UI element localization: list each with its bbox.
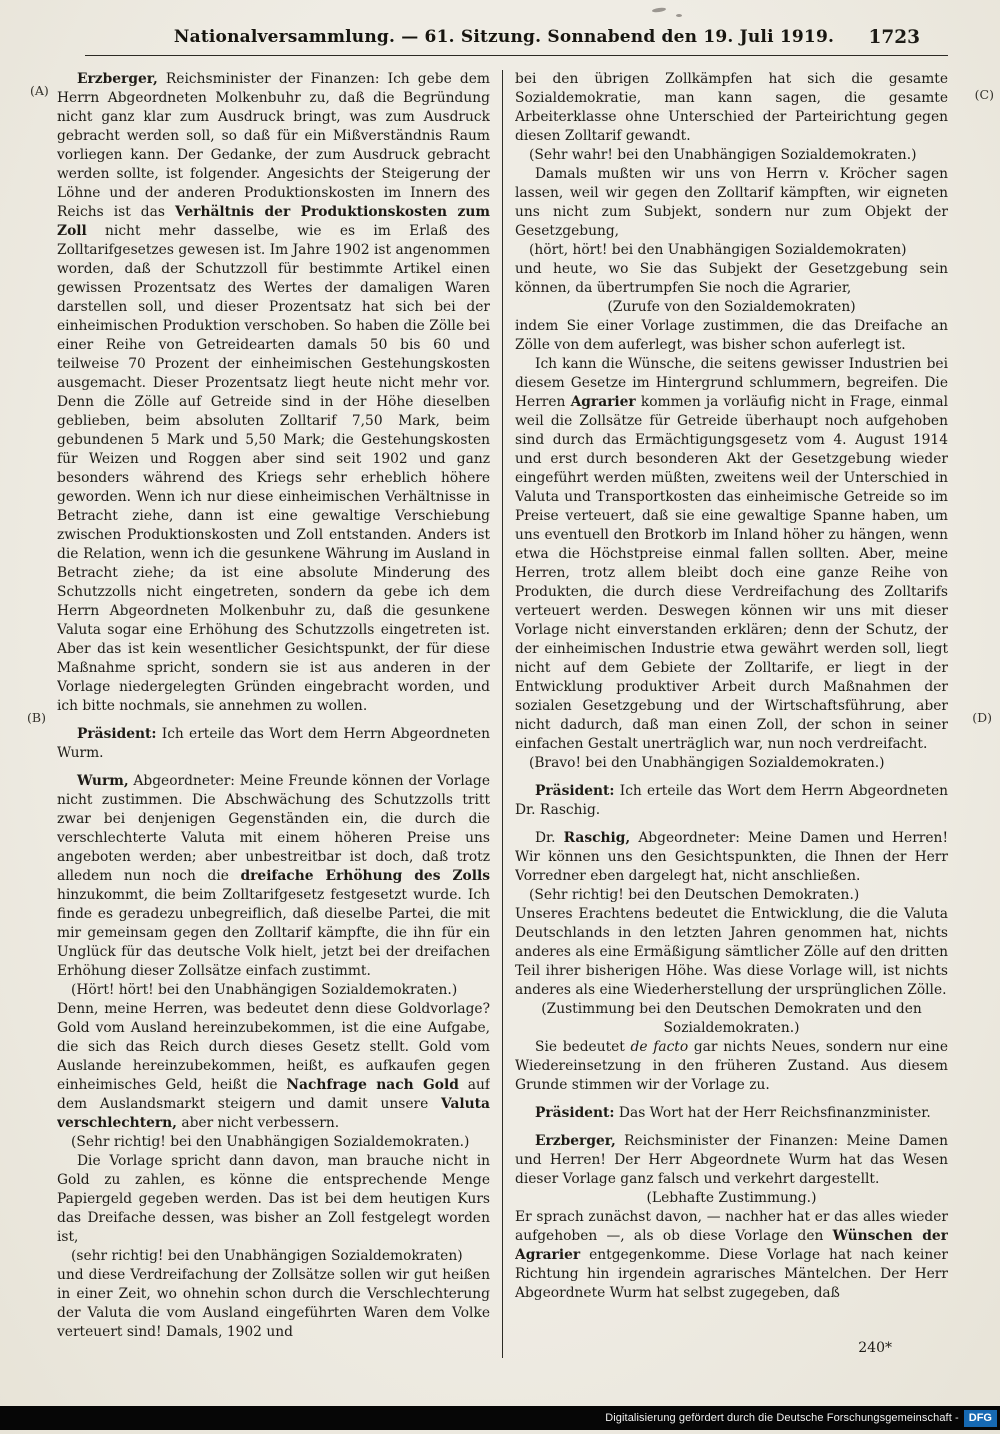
emphasis-text: Valuta verschlechtern, bbox=[57, 1096, 490, 1131]
scan-artifact bbox=[652, 7, 666, 13]
text-run: (hört, hört! bei den Unabhängigen Sozialdemokraten) bbox=[529, 242, 907, 258]
header-rule bbox=[85, 55, 948, 56]
text-run: Ich kann die Wünsche, die seitens gewisser Industrien bei diesem Gesetze im Hintergrund schlummern, begreifen. Die Herren bbox=[515, 356, 948, 410]
emphasis-text: Raschig, bbox=[563, 830, 631, 846]
text-run: Reichsminister der Finanzen: Ich gebe dem Herrn Abgeordneten Molkenbuhr zu, daß die Begründung nicht ganz klar zum Ausdruck bringt, was zum Ausdruck gebracht werden soll, so daß für ein Mißverständnis Raum vorliegen kann. Der Gedanke, der zum Ausdruck gebracht werden sollte, ist folgender. Angesichts der Steigerung der Löhne und der anderen Produktionskosten im Innern des Reichs ist das bbox=[57, 71, 490, 220]
emphasis-text: Präsident: bbox=[77, 726, 157, 742]
text-run: (Bravo! bei den Unabhängigen Sozialdemokraten.) bbox=[529, 755, 885, 771]
interjection bbox=[515, 241, 948, 260]
text-run: Damals mußten wir uns von Herrn v. Kröcher sagen lassen, weil wir gegen den Zolltarif kämpften, wir eigneten uns nicht zum Subjekt, sondern nur zum Objekt der Gesetzgebung, bbox=[515, 166, 948, 239]
text-run: Reichsminister der Finanzen: Meine Damen und Herren! Der Herr Abgeordnete Wurm hat das Wesen dieser Vorlage ganz falsch und verkehrt dargestellt. bbox=[515, 1133, 948, 1187]
interjection bbox=[57, 981, 490, 1000]
interjection bbox=[515, 1000, 948, 1038]
header-title: Nationalversammlung. — 61. Sitzung. Sonnabend den 19. Juli 1919. bbox=[173, 27, 835, 47]
text-run: und diese Verdreifachung der Zollsätze sollen wir gut heißen in einer Zeit, wo ohnehin schon durch die Verschlechterung der Valuta die vom Ausland eingeführten Waren dem Volke verteuert sind! Damals, 1902 und bbox=[57, 1267, 490, 1340]
speech-wurm-cont bbox=[57, 1152, 490, 1247]
column-divider bbox=[502, 70, 503, 1358]
interjection bbox=[515, 146, 948, 165]
text-run: (Sehr richtig! bei den Unabhängigen Sozialdemokraten.) bbox=[71, 1134, 470, 1150]
text-run: Unseres Erachtens bedeutet die Entwicklung, die die Valuta Deutschlands in den letzten Jahren genommen hat, nichts anderes als eine Ermäßigung sämtlicher Zölle auf den dritten Teil ihrer bisherigen Höhe. Was diese Vorlage will, ist nichts anderes als eine Wiederherstellung der ursprünglichen Zölle. bbox=[515, 906, 948, 998]
interjection bbox=[57, 1133, 490, 1152]
text-run: bei den übrigen Zollkämpfen hat sich die gesamte Sozialdemokratie, man kann sagen, die gesamte Arbeiterklasse ohne Unterschied der Parteirichtung gegen diesen Zolltarif gewandt. bbox=[515, 71, 948, 144]
text-run: Ich erteile das Wort dem Herrn Abgeordneten Dr. Raschig. bbox=[515, 783, 948, 818]
speech-raschig-cont bbox=[515, 905, 948, 1000]
emphasis-text: Erzberger, bbox=[535, 1133, 616, 1149]
emphasis-text: Wünschen der Agrarier bbox=[515, 1228, 948, 1263]
emphasis-text: Präsident: bbox=[535, 1105, 615, 1121]
text-run: (Lebhafte Zustimmung.) bbox=[646, 1190, 817, 1206]
text-run: indem Sie einer Vorlage zustimmen, die das Dreifache an Zölle von dem auferlegt, was bisher schon auferlegt ist. bbox=[515, 318, 948, 353]
page-number: 1723 bbox=[868, 27, 920, 48]
interjection bbox=[515, 1189, 948, 1208]
text-run: gar nichts Neues, sondern nur eine Wiedereinsetzung in den früheren Zustand. Aus diesem Grunde stimmen wir der Vorlage zu. bbox=[515, 1039, 948, 1093]
emphasis-text: Nachfrage nach Gold bbox=[286, 1077, 459, 1093]
text-run: Denn, meine Herren, was bedeutet denn diese Goldvorlage? Gold vom Ausland hereinzubekommen, ist die eine Aufgabe, die sich das Reich durch dieses Gesetz stellt. Gold vom Auslande hereinzubekommen, heißt, es aufkaufen gegen einheimisches Geld, heißt die bbox=[57, 1001, 490, 1093]
text-run: auf dem Auslandsmarkt steigern und damit unsere bbox=[57, 1077, 490, 1112]
text-run: (sehr richtig! bei den Unabhängigen Sozialdemokraten) bbox=[71, 1248, 463, 1264]
column-left bbox=[57, 70, 490, 1362]
text-run: Abgeordneter: Meine Damen und Herren! Wir können uns den Gesichtspunkten, die Ihnen der Herr Vorredner eben dargelegt hat, nicht anschließen. bbox=[515, 830, 948, 884]
emphasis-text: Verhältnis der Produktionskosten zum Zoll bbox=[57, 204, 490, 239]
text-run: de facto bbox=[630, 1039, 689, 1055]
speech-wurm-cont bbox=[515, 260, 948, 298]
speech-wurm-cont bbox=[515, 355, 948, 754]
emphasis-text: dreifache Erhöhung des Zolls bbox=[240, 868, 490, 884]
margin-marker-a: (A) bbox=[30, 83, 49, 98]
text-run: hinzukommt, die beim Zolltarifgesetz festgesetzt wurde. Ich finde es geradezu unbegreiflich, daß dieselbe Partei, die mit mir gemeinsam gegen den Zolltarif kämpfte, die ihn für ein Unglück für das deutsche Volk hielt, jetzt bei der dreifachen Erhöhung dieser Zollsätze einfach zustimmt. bbox=[57, 887, 490, 979]
text-run: und heute, wo Sie das Subjekt der Gesetzgebung sein können, da übertrumpfen Sie noch die Agrarier, bbox=[515, 261, 948, 296]
text-run: aber nicht verbessern. bbox=[176, 1115, 340, 1131]
emphasis-text: Erzberger, bbox=[77, 71, 158, 87]
text-run: Dr. bbox=[535, 830, 564, 846]
speech-erzberger bbox=[57, 70, 490, 716]
text-columns bbox=[57, 70, 948, 1362]
margin-marker-c: (C) bbox=[974, 87, 994, 102]
digitization-credit: Digitalisierung gefördert durch die Deutsche Forschungsgemeinschaft - bbox=[605, 1412, 959, 1424]
text-run: Er sprach zunächst davon, — nachher hat er das alles wieder aufgehoben —, als ob diese Vorlage den bbox=[515, 1209, 948, 1244]
speech-praesident bbox=[57, 725, 490, 763]
speech-praesident bbox=[515, 782, 948, 820]
text-run: entgegenkomme. Diese Vorlage hat nach keiner Richtung hin irgendein agrarisches Mäntelchen. Der Herr Abgeordnete Wurm hat selbst zugegeben, daß bbox=[515, 1247, 948, 1301]
speech-raschig-cont bbox=[515, 1038, 948, 1095]
text-run: Abgeordneter: Meine Freunde können der Vorlage nicht zustimmen. Die Abschwächung des Schutzzolls tritt zwar bei denjenigen Gegenständen ein, die durch die verschlechterte Valuta mit einem höheren Preise uns angeboten werden; aber unbestreitbar ist doch, daß trotz alledem nun noch die bbox=[57, 773, 490, 884]
text-run: nicht mehr dasselbe, wie es im Erlaß des Zolltarifgesetzes gewesen ist. Im Jahre 1902 ist angenommen worden, daß der Schutzzoll für bestimmte Artikel einen gewissen Prozentsatz des Wertes der damaligen Waren darstellen soll, und dieser Prozentsatz hat sich bei der einheimischen Produktion verschoben. So haben die Zölle bei einer Reihe von Getreidearten damals 50 bis 60 und teilweise 70 Prozent der einheimischen Gestehungskosten ausgemacht. Dieser Prozentsatz liegt heute nicht mehr vor. Denn die Zölle auf Getreide sind in der Höhe dieselben geblieben, beim absoluten Zolltarif 7,50 Mark, beim gebundenen 5 Mark und 5,50 Mark; die Gestehungskosten für Weizen und Roggen aber sind seit 1902 und ganz besonders während des Kriegs sehr erheblich höhere geworden. Wenn ich nur diese einheimischen Verhältnisse in Betracht ziehe, dann ist eine gewaltige Verschiebung zwischen Produktionskosten und Zoll entstanden. Anders ist die Relation, wenn ich die gesunkene Währung im Ausland in Betracht ziehe; da ist eine absolute Minderung des Schutzzolls nicht eingetreten, sondern da gebe ich dem Herrn Abgeordneten Molkenbuhr zu, daß die gesunkene Valuta sogar eine Erhöhung des Schutzzolls eingetreten ist. Aber das ist kein wesentlicher Gesichtspunkt, der für diese Maßnahme spricht, sondern sie ist aus anderen in der Vorlage niedergelegten Gründen eingebracht worden, und ich bitte nochmals, sie annehmen zu wollen. bbox=[57, 223, 490, 714]
speech-wurm-cont bbox=[515, 70, 948, 146]
emphasis-text: Wurm, bbox=[77, 773, 129, 789]
text-run: Das Wort hat der Herr Reichsfinanzminister. bbox=[614, 1105, 931, 1121]
speech-wurm-cont bbox=[57, 1000, 490, 1133]
column-right bbox=[515, 70, 948, 1362]
margin-marker-d: (D) bbox=[972, 710, 992, 725]
speech-erzberger-2 bbox=[515, 1132, 948, 1189]
text-run: (Sehr richtig! bei den Deutschen Demokraten.) bbox=[529, 887, 860, 903]
text-run: (Zurufe von den Sozialdemokraten) bbox=[607, 299, 856, 315]
speech-erzberger-2-cont bbox=[515, 1208, 948, 1303]
interjection bbox=[515, 886, 948, 905]
page-header bbox=[60, 27, 948, 51]
speech-wurm bbox=[57, 772, 490, 981]
speech-wurm-cont bbox=[515, 317, 948, 355]
speech-praesident bbox=[515, 1104, 948, 1123]
scan-footer bbox=[0, 1406, 1000, 1430]
speech-raschig bbox=[515, 829, 948, 886]
dfg-logo: DFG bbox=[964, 1410, 997, 1427]
speech-wurm-cont bbox=[57, 1266, 490, 1342]
emphasis-text: Agrarier bbox=[570, 394, 636, 410]
interjection bbox=[515, 298, 948, 317]
speech-wurm-cont bbox=[515, 165, 948, 241]
signature-mark: 240* bbox=[858, 1340, 892, 1356]
text-run: Sie bedeutet bbox=[535, 1039, 631, 1055]
text-run: kommen ja vorläufig nicht in Frage, einmal weil die Zollsätze für Getreide überhaupt noch aufgehoben sind durch das Ermächtigungsgesetz vom 4. August 1914 und erst durch besonderen Akt der Gesetzgebung wieder eingeführt werden müßten, zweitens weil der Unterschied in Valuta und Transportkosten das einheimische Getreide so im Preise verteuert, daß sie eine gewaltige Spanne haben, um uns eventuell den Brotkorb im Inland höher zu hängen, wenn etwa die Höchstpreise einmal fallen sollten. Aber, meine Herren, trotz allem bleibt doch eine ganze Reihe von Produkten, die durch diese Verdreifachung des Zolltarifs verteuert werden. Deswegen können wir uns mit dieser Vorlage nicht einverstanden erklären; denn der Schutz, der der einheimischen Industrie etwa gewährt werden soll, liegt nicht auf dem Gebiete der Zolltarife, er liegt in der Entwicklung produktiver Arbeit durch Maßnahmen der sozialen Gesetzgebung und der Wirtschaftsführung, aber nicht dadurch, daß man einen Zoll, der schon in seiner einfachen Gestalt unerträglich war, nun noch verdreifacht. bbox=[515, 394, 948, 752]
scan-artifact bbox=[676, 14, 682, 17]
interjection bbox=[515, 754, 948, 773]
interjection bbox=[57, 1247, 490, 1266]
emphasis-text: Präsident: bbox=[535, 783, 615, 799]
text-run: Die Vorlage spricht dann davon, man brauche nicht in Gold zu zahlen, es könne die entsprechende Menge Papiergeld gegeben werden. Das ist bei dem heutigen Kurs das Dreifache dessen, was bisher an Zoll festgelegt worden ist, bbox=[57, 1153, 490, 1245]
text-run: (Sehr wahr! bei den Unabhängigen Sozialdemokraten.) bbox=[529, 147, 917, 163]
text-run: (Hört! hört! bei den Unabhängigen Sozialdemokraten.) bbox=[71, 982, 458, 998]
text-run: Ich erteile das Wort dem Herrn Abgeordneten Wurm. bbox=[57, 726, 490, 761]
margin-marker-b: (B) bbox=[27, 710, 46, 725]
text-run: (Zustimmung bei den Deutschen Demokraten und den Sozialdemokraten.) bbox=[541, 1001, 922, 1036]
